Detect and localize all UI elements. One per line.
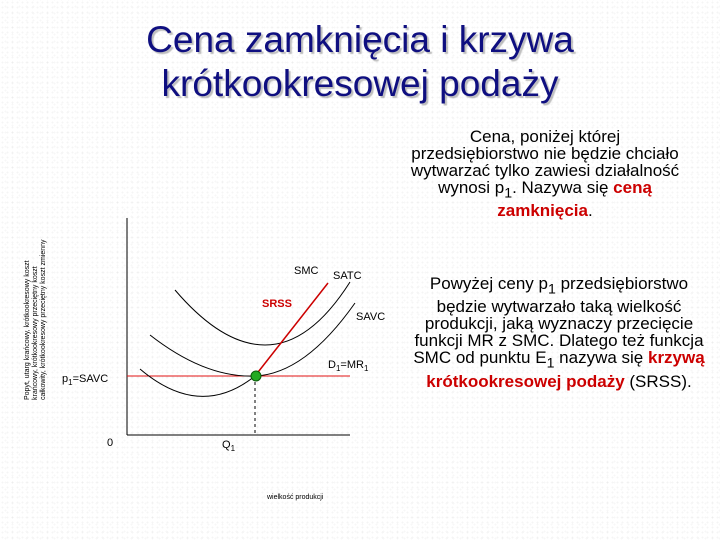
q1-label bbox=[222, 439, 236, 453]
text-bottom-part4: (SRSS). bbox=[624, 371, 692, 391]
srss-label: SRSS bbox=[262, 298, 292, 310]
text-bottom-part2: przedsiębiorstwo będzie wytwarzało taką wielkość produkcji, jaką wyznaczy przecięcie funkcji MR z SMC. Dlatego też funkcja SMC od punktu E bbox=[413, 274, 704, 368]
demand-suffix: =MR bbox=[340, 359, 364, 371]
text-top-part3: . bbox=[588, 201, 593, 221]
x-axis-label: wielkość produkcji bbox=[267, 494, 324, 501]
savc-curve bbox=[150, 303, 355, 376]
satc-curve bbox=[175, 282, 350, 345]
demand-sub2: 1 bbox=[363, 364, 369, 373]
demand-d: D bbox=[328, 359, 336, 371]
text-top-sub: 1 bbox=[504, 185, 513, 202]
satc-label: SATC bbox=[333, 270, 362, 282]
text-top-part1: Cena, poniżej której przedsiębiorstwo nie będzie chciało wytwarzać tylko zawiesi działalność wynosi p bbox=[410, 127, 680, 197]
price-sub: 1 bbox=[68, 378, 73, 387]
savc-label: SAVC bbox=[356, 311, 386, 323]
y-axis-label-line-3: całkowity, krótkookresowy przeciętny koszt zmienny bbox=[40, 239, 47, 400]
price-label bbox=[62, 373, 108, 387]
smc-label: SMC bbox=[294, 265, 319, 277]
srss-curve bbox=[255, 283, 328, 376]
text-bottom-sub1: 1 bbox=[547, 281, 556, 298]
e1-point bbox=[251, 371, 261, 381]
origin-label: 0 bbox=[107, 437, 114, 449]
q1-q: Q bbox=[222, 439, 231, 451]
price-suffix: =SAVC bbox=[72, 373, 109, 385]
text-top-part2: . Nazywa się bbox=[512, 178, 614, 197]
y-axis-label-line-2: krańcowy, krótkookresowy przeciętny koszt bbox=[32, 266, 39, 400]
text-bottom-part1: Powyżej ceny p bbox=[429, 274, 548, 293]
text-bottom-highlight: krzywą krótkookresowej podaży bbox=[426, 348, 705, 391]
demand-label bbox=[328, 359, 369, 373]
text-top-highlight: ceną zamknięcia bbox=[497, 178, 652, 221]
y-axis-label-line-1: Popyt, utarg krańcowy, krótkookresowy koszt bbox=[24, 260, 31, 400]
demand-sub: 1 bbox=[335, 364, 341, 373]
text-bottom-part3: nazywa się bbox=[554, 348, 648, 368]
title-line-1: Cena zamknięcia i krzywa bbox=[146, 19, 574, 60]
price-p: p bbox=[62, 373, 69, 385]
title-line-2: krótkookresowej podaży bbox=[161, 63, 559, 104]
q1-sub: 1 bbox=[230, 444, 236, 453]
smc-curve-lower bbox=[140, 369, 255, 396]
text-bottom-sub2: 1 bbox=[546, 355, 555, 372]
